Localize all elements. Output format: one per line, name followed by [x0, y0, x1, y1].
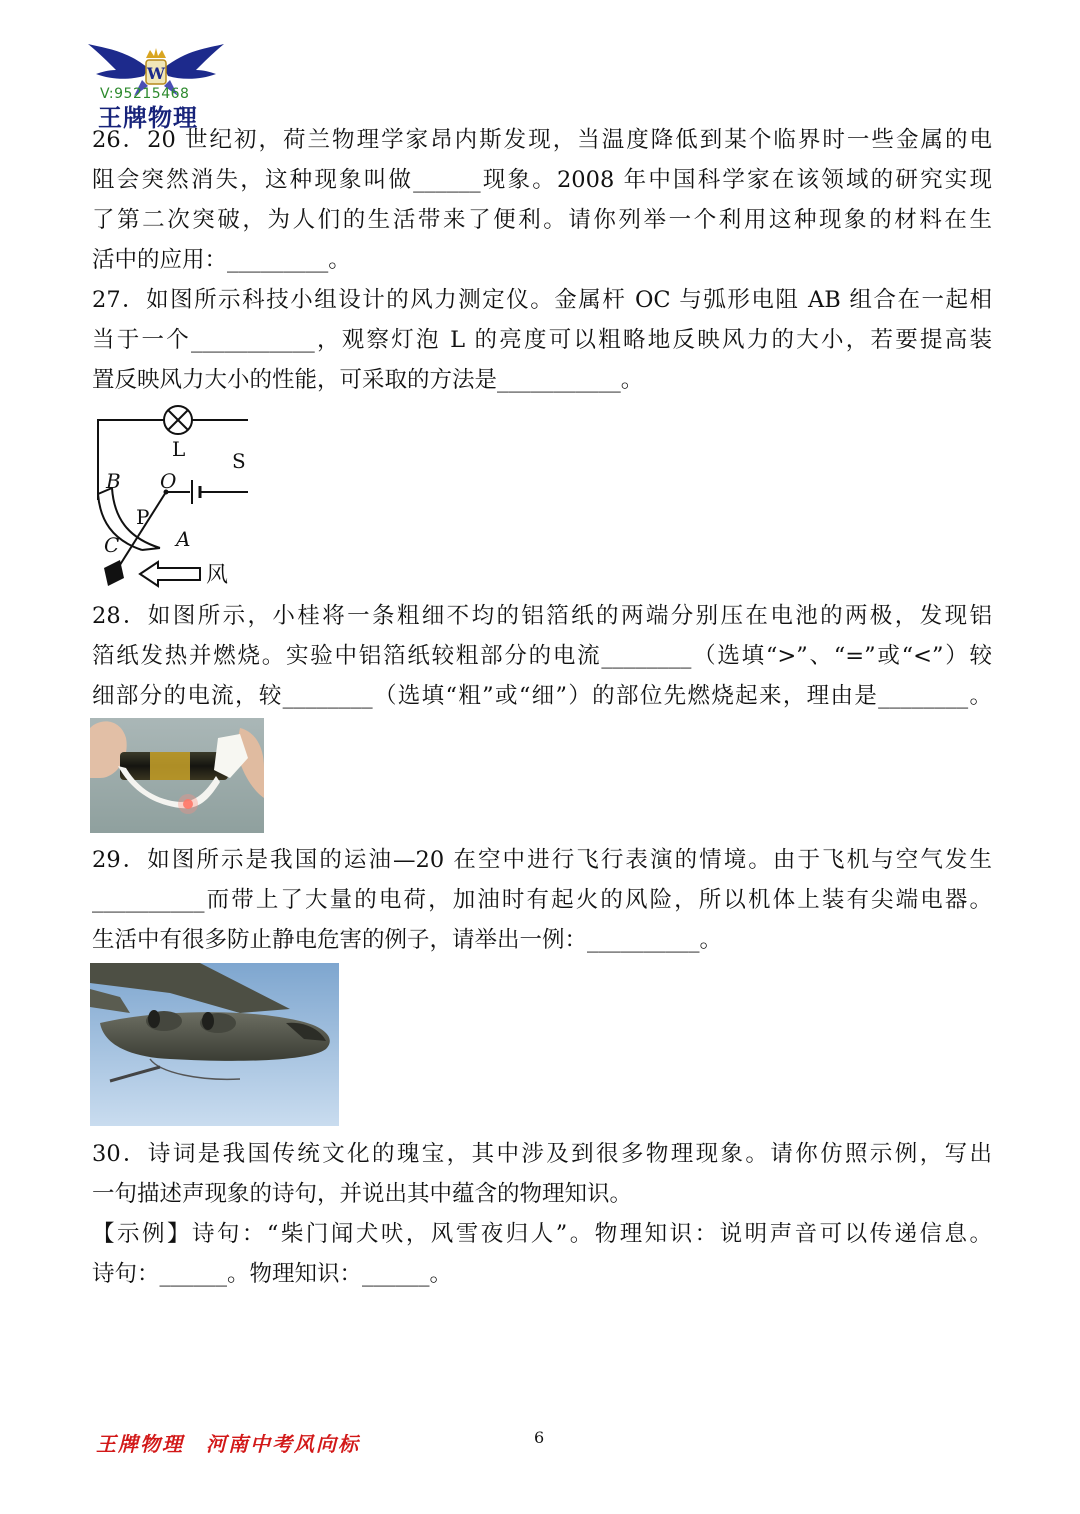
question-line: 诗句：______。物理知识：______。 — [92, 1261, 453, 1287]
label-o: O — [160, 469, 177, 493]
question-line: 26．20 世纪初，荷兰物理学家昂内斯发现，当温度降低到某个临界时一些金属的电 — [92, 127, 992, 153]
question-29 — [92, 840, 992, 960]
question-line: 29．如图所示是我国的运油—20 在空中进行飞行表演的情境。由于飞机与空气发生 — [92, 847, 992, 873]
battery-foil-photo — [90, 718, 264, 833]
question-28 — [92, 596, 992, 716]
question-30 — [92, 1134, 992, 1294]
wind-meter-circuit-diagram — [88, 400, 248, 596]
label-b: B — [106, 469, 121, 493]
question-line: 箔纸发热并燃烧。实验中铝箔纸较粗部分的电流________（选填“>”、“=”或“<”）较 — [92, 643, 992, 669]
question-line: 一句描述声现象的诗句，并说出其中蕴含的物理知识。 — [92, 1181, 633, 1207]
question-line: 27．如图所示科技小组设计的风力测定仪。金属杆 OC 与弧形电阻 AB 组合在一起相 — [92, 287, 992, 313]
label-a: A — [176, 527, 191, 551]
page-number: 6 — [534, 1428, 545, 1447]
question-line: 生活中有很多防止静电危害的例子，请举出一例：__________。 — [92, 927, 723, 953]
lamp-icon — [164, 406, 192, 434]
question-line: 【示例】诗句：“柴门闻犬吠，风雪夜归人”。物理知识：说明声音可以传递信息。 — [92, 1221, 992, 1247]
question-line: 当于一个___________，观察灯泡 L 的亮度可以粗略地反映风力的大小，若要提高装 — [92, 327, 992, 353]
question-line: 活中的应用：_________。 — [92, 247, 351, 273]
label-switch: S — [232, 449, 246, 473]
battery-symbol — [192, 480, 200, 504]
label-lamp: L — [172, 437, 186, 461]
contact-id: V:95215468 — [100, 86, 190, 102]
label-p: P — [136, 505, 150, 529]
footer-brand: 王牌物理 河南中考风向标 — [96, 1432, 360, 1456]
question-27 — [92, 280, 992, 400]
question-line: 28．如图所示，小桂将一条粗细不均的铝箔纸的两端分别压在电池的两极，发现铝 — [92, 603, 992, 629]
question-line: 置反映风力大小的性能，可采取的方法是___________。 — [92, 367, 644, 393]
question-line: 30．诗词是我国传统文化的瑰宝，其中涉及到很多物理现象。请你仿照示例，写出 — [92, 1141, 992, 1167]
label-wind: 风 — [206, 563, 229, 588]
wind-arrow-icon — [140, 562, 200, 586]
question-26 — [92, 120, 992, 280]
label-c: C — [104, 533, 120, 557]
aircraft-photo — [90, 963, 339, 1126]
question-line: __________而带上了大量的电荷，加油时有起火的风险，所以机体上装有尖端电器。 — [92, 887, 992, 913]
question-line: 阻会突然消失，这种现象叫做______现象。2008 年中国科学家在该领域的研究实现 — [92, 167, 992, 193]
brand-name: 王牌物理 — [98, 104, 198, 132]
question-line: 了第二次突破，为人们的生活带来了便利。请你列举一个利用这种现象的材料在生 — [92, 207, 992, 233]
brand-logo — [86, 40, 226, 130]
svg-text:W: W — [147, 64, 165, 83]
question-line: 细部分的电流，较________（选填“粗”或“细”）的部位先燃烧起来，理由是________。 — [92, 683, 992, 709]
